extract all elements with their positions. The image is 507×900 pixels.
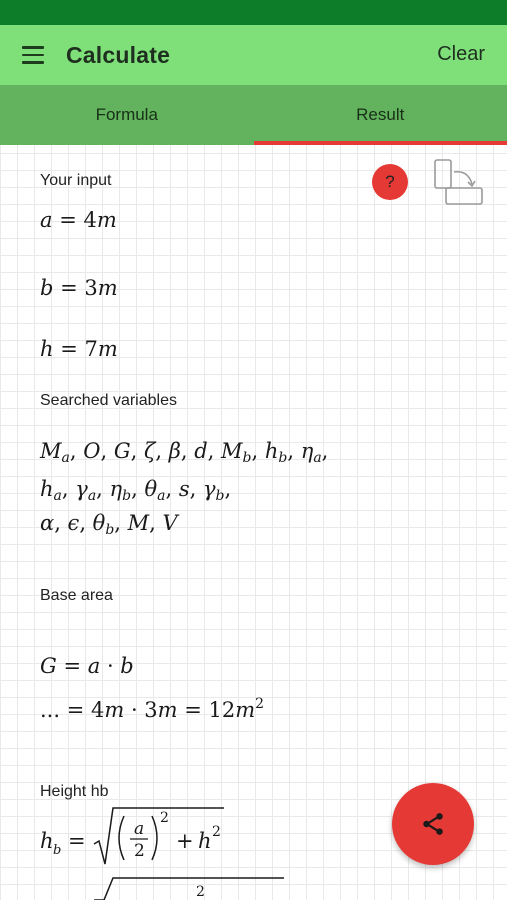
input-a: a = 4m [40, 208, 117, 232]
share-button[interactable] [392, 783, 474, 865]
tab-result[interactable]: Result [254, 85, 507, 145]
app-bar [0, 25, 507, 85]
svg-text:h: h [40, 829, 54, 853]
rotate-screen-icon[interactable] [432, 158, 484, 206]
svg-text:=: = [68, 829, 86, 853]
tab-formula[interactable]: Formula [95, 105, 158, 124]
svg-text:2: 2 [212, 824, 221, 840]
base-area-formula: G = a · b [40, 654, 134, 678]
tab-bar [0, 85, 507, 145]
base-area-result: ... = $4m \cdot 3m = 12m^2$ [40, 696, 265, 722]
searched-variables-line-3: α, ϵ, $\theta_b$, M, V [40, 511, 178, 538]
searched-variables-label: Searched variables [40, 392, 177, 409]
height-hb-label: Height hb [40, 783, 109, 800]
svg-text:a: a [134, 819, 145, 839]
your-input-label: Your input [40, 172, 112, 189]
svg-text:2: 2 [196, 884, 205, 900]
input-b: b = 3m [40, 276, 118, 300]
svg-text:b: b [53, 843, 62, 858]
share-icon [420, 811, 446, 837]
searched-variables-line-1: $M_a$, O, G, ζ, β, d, $M_b$, $h_b$, $\eta_a$, [40, 439, 329, 466]
menu-icon[interactable] [22, 46, 44, 64]
svg-text:2: 2 [160, 810, 169, 826]
input-h: h = 7m [40, 337, 118, 361]
height-hb-next-line [38, 874, 298, 900]
height-hb-formula [38, 804, 238, 870]
clear-button[interactable]: Clear [437, 43, 485, 65]
help-button[interactable]: ? [372, 164, 408, 200]
base-area-label: Base area [40, 587, 113, 604]
app-title: Calculate [66, 41, 171, 68]
svg-text:h: h [198, 829, 212, 853]
svg-text:2: 2 [134, 841, 145, 861]
searched-variables-line-2: $h_a$, $\gamma_a$, $\eta_b$, $\theta_a$, s, $\gamma_b$, [40, 477, 232, 504]
svg-text:+: + [176, 829, 194, 853]
status-bar [0, 0, 507, 25]
